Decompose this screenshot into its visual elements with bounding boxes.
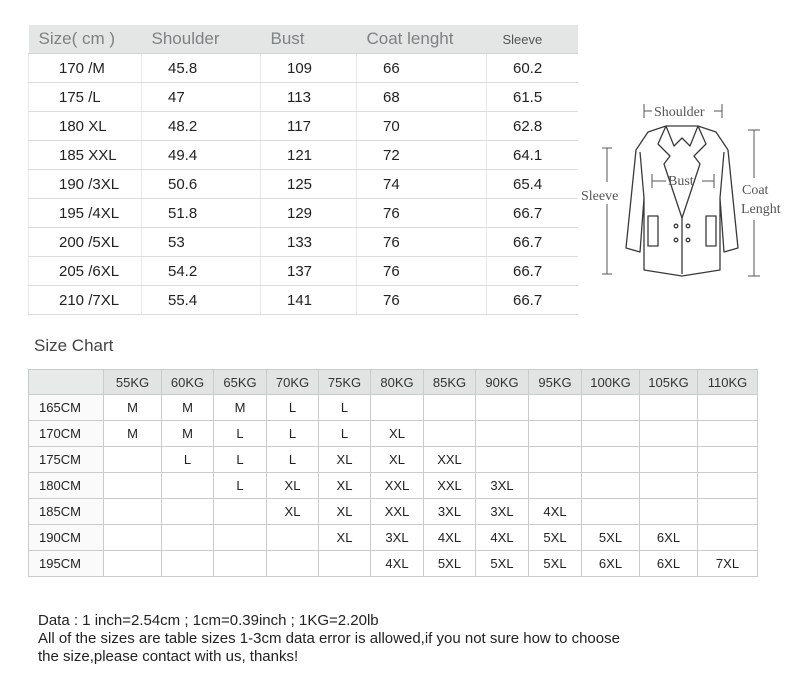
size-cell: M xyxy=(162,395,214,421)
size-cell xyxy=(529,447,582,473)
size-cell xyxy=(698,473,758,499)
size-cell: XL xyxy=(319,499,371,525)
weight-header: 70KG xyxy=(267,370,319,395)
size-cell xyxy=(582,473,640,499)
header-coat-length: Coat lenght xyxy=(357,25,487,54)
height-row xyxy=(29,525,758,551)
size-cell: L xyxy=(214,421,267,447)
label-coat-line2: Lenght xyxy=(741,202,781,217)
cell-shoulder: 53 xyxy=(142,228,261,257)
measurement-row xyxy=(29,54,578,83)
size-cell: 6XL xyxy=(582,551,640,577)
size-cell xyxy=(529,421,582,447)
header-shoulder: Shoulder xyxy=(142,25,261,54)
cell-sleeve: 64.1 xyxy=(487,141,578,170)
cell-size: 170 /M xyxy=(29,54,142,83)
size-cell xyxy=(529,395,582,421)
cell-bust: 125 xyxy=(261,170,357,199)
cell-bust: 133 xyxy=(261,228,357,257)
cell-shoulder: 49.4 xyxy=(142,141,261,170)
cell-shoulder: 54.2 xyxy=(142,257,261,286)
size-cell: XL xyxy=(319,473,371,499)
size-cell xyxy=(582,447,640,473)
height-label: 195CM xyxy=(29,551,104,577)
cell-shoulder: 50.6 xyxy=(142,170,261,199)
size-cell xyxy=(104,447,162,473)
label-sleeve: Sleeve xyxy=(581,189,619,204)
height-row xyxy=(29,551,758,577)
height-label: 165CM xyxy=(29,395,104,421)
footer-notes xyxy=(38,612,620,666)
height-row xyxy=(29,395,758,421)
weight-header: 55KG xyxy=(104,370,162,395)
size-cell: M xyxy=(104,395,162,421)
cell-coat-length: 68 xyxy=(357,83,487,112)
size-cell: 4XL xyxy=(529,499,582,525)
size-cell xyxy=(476,395,529,421)
weight-header: 105KG xyxy=(640,370,698,395)
cell-bust: 129 xyxy=(261,199,357,228)
cell-sleeve: 60.2 xyxy=(487,54,578,83)
cell-coat-length: 70 xyxy=(357,112,487,141)
cell-size: 185 XXL xyxy=(29,141,142,170)
cell-sleeve: 65.4 xyxy=(487,170,578,199)
size-cell xyxy=(104,473,162,499)
height-row xyxy=(29,499,758,525)
size-cell: XL xyxy=(319,447,371,473)
cell-size: 205 /6XL xyxy=(29,257,142,286)
cell-sleeve: 66.7 xyxy=(487,228,578,257)
size-cell xyxy=(319,551,371,577)
cell-coat-length: 76 xyxy=(357,228,487,257)
size-cell xyxy=(214,551,267,577)
measurement-header-row xyxy=(29,25,578,54)
size-cell xyxy=(162,551,214,577)
size-cell: XXL xyxy=(424,473,476,499)
cell-coat-length: 76 xyxy=(357,286,487,315)
coat-measurement-diagram xyxy=(578,98,790,288)
size-cell: XL xyxy=(371,421,424,447)
height-label: 180CM xyxy=(29,473,104,499)
cell-bust: 121 xyxy=(261,141,357,170)
size-cell: 5XL xyxy=(529,551,582,577)
size-cell xyxy=(698,421,758,447)
measurement-row xyxy=(29,141,578,170)
cell-bust: 141 xyxy=(261,286,357,315)
size-cell xyxy=(640,421,698,447)
measurement-row xyxy=(29,199,578,228)
size-cell: 4XL xyxy=(371,551,424,577)
size-cell xyxy=(267,551,319,577)
size-cell xyxy=(371,395,424,421)
size-cell: M xyxy=(214,395,267,421)
cell-coat-length: 66 xyxy=(357,54,487,83)
size-cell xyxy=(582,395,640,421)
cell-size: 200 /5XL xyxy=(29,228,142,257)
weight-header: 90KG xyxy=(476,370,529,395)
size-cell: 3XL xyxy=(424,499,476,525)
cell-sleeve: 62.8 xyxy=(487,112,578,141)
size-cell xyxy=(582,421,640,447)
size-cell: XXL xyxy=(424,447,476,473)
size-cell: 5XL xyxy=(582,525,640,551)
size-cell xyxy=(162,473,214,499)
label-shoulder: Shoulder xyxy=(654,105,705,120)
height-label: 175CM xyxy=(29,447,104,473)
size-chart-title: Size Chart xyxy=(34,336,114,355)
size-cell: L xyxy=(214,447,267,473)
height-label: 185CM xyxy=(29,499,104,525)
coat-outline-icon xyxy=(626,126,738,276)
footer-note-line: All of the sizes are table sizes 1-3cm data error is allowed,if you not sure how to choose xyxy=(38,630,620,647)
header-size: Size( cm ) xyxy=(29,25,142,54)
size-cell: L xyxy=(319,421,371,447)
size-cell: 6XL xyxy=(640,551,698,577)
cell-sleeve: 66.7 xyxy=(487,286,578,315)
footer-conversion-line: Data : 1 inch=2.54cm ; 1cm=0.39inch ; 1KG=2.20lb xyxy=(38,612,379,629)
size-cell: L xyxy=(267,447,319,473)
size-cell xyxy=(424,421,476,447)
size-chart-grid xyxy=(28,369,758,577)
size-cell xyxy=(698,395,758,421)
size-cell xyxy=(104,551,162,577)
cell-shoulder: 47 xyxy=(142,83,261,112)
size-cell xyxy=(162,525,214,551)
weight-header: 80KG xyxy=(371,370,424,395)
size-cell: 3XL xyxy=(371,525,424,551)
size-cell: M xyxy=(104,421,162,447)
cell-shoulder: 45.8 xyxy=(142,54,261,83)
size-cell xyxy=(267,525,319,551)
header-bust: Bust xyxy=(261,25,357,54)
weight-header: 95KG xyxy=(529,370,582,395)
size-cell xyxy=(698,447,758,473)
size-cell: 3XL xyxy=(476,499,529,525)
size-cell xyxy=(424,395,476,421)
cell-sleeve: 66.7 xyxy=(487,199,578,228)
cell-coat-length: 72 xyxy=(357,141,487,170)
cell-bust: 117 xyxy=(261,112,357,141)
size-cell: L xyxy=(267,421,319,447)
footer-contact-line: the size,please contact with us, thanks! xyxy=(38,648,299,665)
cell-size: 210 /7XL xyxy=(29,286,142,315)
size-cell: XL xyxy=(371,447,424,473)
weight-header: 110KG xyxy=(698,370,758,395)
sleeve-measure-icon xyxy=(602,148,612,274)
size-cell: 4XL xyxy=(424,525,476,551)
cell-bust: 109 xyxy=(261,54,357,83)
cell-shoulder: 55.4 xyxy=(142,286,261,315)
size-cell: 3XL xyxy=(476,473,529,499)
cell-size: 175 /L xyxy=(29,83,142,112)
size-cell: 4XL xyxy=(476,525,529,551)
size-cell: 7XL xyxy=(698,551,758,577)
size-cell xyxy=(640,499,698,525)
size-cell xyxy=(476,447,529,473)
size-cell xyxy=(476,421,529,447)
label-coat-line1: Coat xyxy=(742,183,769,198)
cell-coat-length: 74 xyxy=(357,170,487,199)
cell-coat-length: 76 xyxy=(357,257,487,286)
cell-sleeve: 66.7 xyxy=(487,257,578,286)
size-cell xyxy=(529,473,582,499)
height-label: 190CM xyxy=(29,525,104,551)
size-cell: XL xyxy=(319,525,371,551)
weight-header: 60KG xyxy=(162,370,214,395)
measurement-table xyxy=(28,25,578,315)
cell-shoulder: 51.8 xyxy=(142,199,261,228)
size-cell: 6XL xyxy=(640,525,698,551)
measurement-row xyxy=(29,170,578,199)
size-cell: XXL xyxy=(371,499,424,525)
size-cell xyxy=(640,447,698,473)
height-label: 170CM xyxy=(29,421,104,447)
measurement-row xyxy=(29,83,578,112)
size-cell: 5XL xyxy=(476,551,529,577)
size-cell: L xyxy=(214,473,267,499)
weight-header: 100KG xyxy=(582,370,640,395)
cell-bust: 113 xyxy=(261,83,357,112)
size-cell xyxy=(214,525,267,551)
size-cell: XXL xyxy=(371,473,424,499)
size-cell xyxy=(582,499,640,525)
cell-coat-length: 76 xyxy=(357,199,487,228)
size-cell: L xyxy=(319,395,371,421)
cell-size: 195 /4XL xyxy=(29,199,142,228)
cell-shoulder: 48.2 xyxy=(142,112,261,141)
size-cell: 5XL xyxy=(424,551,476,577)
height-row xyxy=(29,421,758,447)
weight-header: 75KG xyxy=(319,370,371,395)
size-cell xyxy=(214,499,267,525)
height-row xyxy=(29,473,758,499)
size-cell: XL xyxy=(267,499,319,525)
size-cell xyxy=(698,525,758,551)
size-cell xyxy=(162,499,214,525)
size-cell: M xyxy=(162,421,214,447)
cell-sleeve: 61.5 xyxy=(487,83,578,112)
weight-header: 65KG xyxy=(214,370,267,395)
weight-header: 85KG xyxy=(424,370,476,395)
cell-size: 190 /3XL xyxy=(29,170,142,199)
label-bust: Bust xyxy=(668,174,694,189)
measurement-row xyxy=(29,286,578,315)
header-sleeve: Sleeve xyxy=(487,25,578,54)
size-cell xyxy=(104,499,162,525)
measurement-row xyxy=(29,112,578,141)
measurement-row xyxy=(29,257,578,286)
size-cell: XL xyxy=(267,473,319,499)
weight-header-row xyxy=(29,370,758,395)
size-cell xyxy=(640,395,698,421)
measurement-row xyxy=(29,228,578,257)
size-cell xyxy=(640,473,698,499)
height-row xyxy=(29,447,758,473)
size-cell: 5XL xyxy=(529,525,582,551)
size-cell: L xyxy=(162,447,214,473)
cell-bust: 137 xyxy=(261,257,357,286)
size-cell: L xyxy=(267,395,319,421)
size-cell xyxy=(698,499,758,525)
cell-size: 180 XL xyxy=(29,112,142,141)
grid-corner-cell xyxy=(29,370,104,395)
size-cell xyxy=(104,525,162,551)
